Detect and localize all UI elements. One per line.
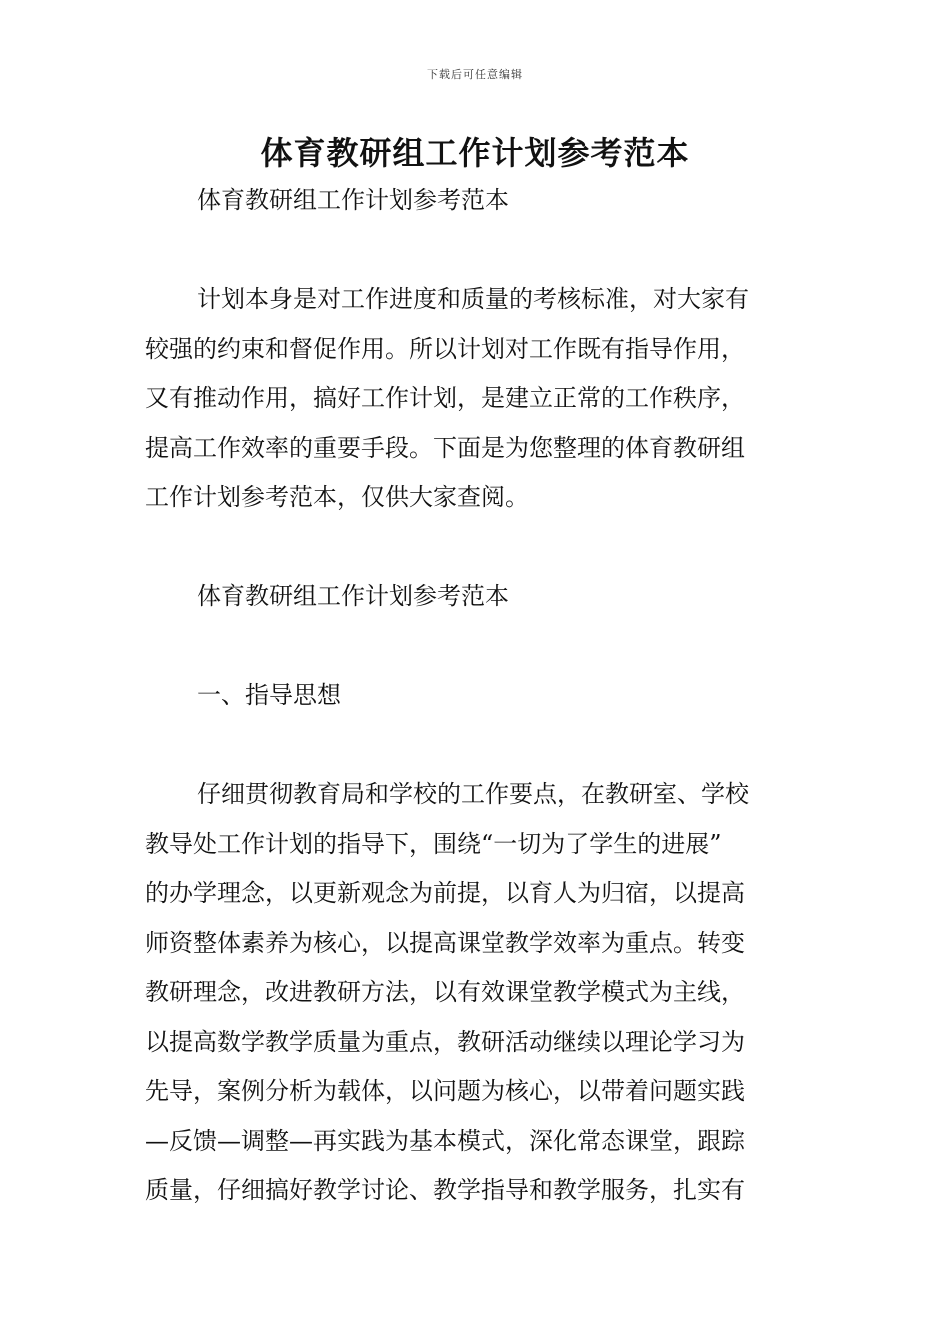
paragraph-line: 质量，仔细搞好教学讨论、教学指导和教学服务，扎实有 [145,1176,745,1204]
spacer [145,523,807,573]
paragraph-line: 提高工作效率的重要手段。下面是为您整理的体育教研组 [145,433,745,462]
paragraph-line: 又有推动作用，搞好工作计划，是建立正常的工作秩序， [145,384,745,412]
section-title: 体育教研组工作计划参考范本 [197,582,509,610]
paragraph-line: 教导处工作计划的指导下，围绕“一切为了学生的进展” [145,829,722,858]
paragraph-line: 师资整体素养为核心，以提高课堂教学效率为重点。转变 [145,928,745,957]
document-title: 体育教研组工作计划参考范本 [260,134,690,172]
paragraph-line: 仔细贯彻教育局和学校的工作要点，在教研室、学校 [197,780,749,808]
document-body [145,176,807,1216]
paragraph-line: 先导，案例分析为载体，以问题为核心，以带着问题实践 [145,1077,745,1105]
paragraph-line: 的办学理念，以更新观念为前提，以育人为归宿，以提高 [145,879,745,907]
paragraph-line: —反馈—调整—再实践为基本模式，深化常态课堂，跟踪 [145,1126,745,1155]
guiding-ideology-paragraph [145,770,807,1216]
paragraph-line: 工作计划参考范本，仅供大家查阅。 [145,483,529,511]
paragraph-line: 计划本身是对工作进度和质量的考核标准，对大家有 [197,285,749,313]
intro-paragraph [145,275,807,523]
header-note: 下载后可任意编辑 [427,68,523,81]
subtitle: 体育教研组工作计划参考范本 [197,186,509,214]
spacer [145,226,807,276]
paragraph-line: 较强的约束和督促作用。所以计划对工作既有指导作用， [145,334,745,363]
spacer [145,721,807,771]
paragraph-line: 教研理念，改进教研方法，以有效课堂教学模式为主线， [145,978,745,1006]
paragraph-line: 以提高数学教学质量为重点，教研活动继续以理论学习为 [145,1027,745,1056]
section-heading: 一、指导思想 [197,681,341,709]
spacer [145,622,807,672]
